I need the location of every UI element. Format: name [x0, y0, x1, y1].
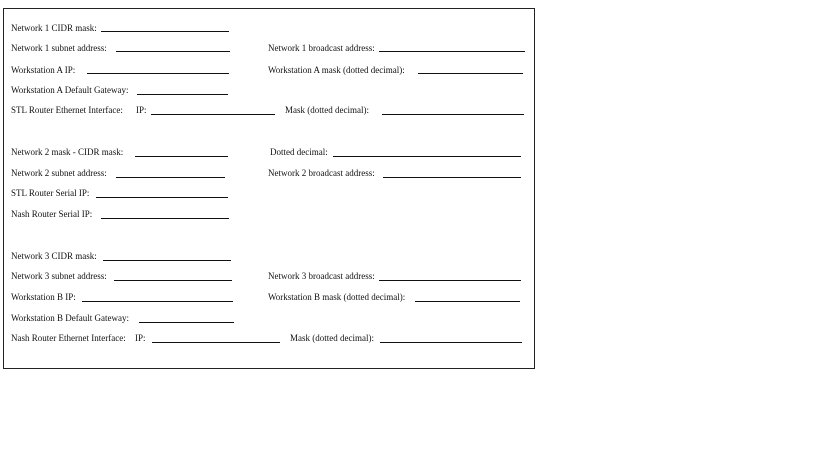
nash-router-ethernet-mask-blank[interactable]	[380, 342, 522, 343]
stl-router-ethernet-mask-label: Mask (dotted decimal):	[285, 105, 369, 115]
stl-router-ethernet-mask-blank[interactable]	[382, 114, 524, 115]
network2-subnet-address-blank[interactable]	[116, 177, 225, 178]
workstation-b-mask-blank[interactable]	[415, 301, 520, 302]
nash-router-ethernet-mask-label: Mask (dotted decimal):	[290, 333, 374, 343]
network3-subnet-address-blank[interactable]	[114, 280, 232, 281]
workstation-a-ip-blank[interactable]	[87, 73, 229, 74]
network2-dotted-decimal-blank[interactable]	[333, 156, 521, 157]
workstation-b-mask-label: Workstation B mask (dotted decimal):	[268, 292, 406, 302]
nash-router-ethernet-label: Nash Router Ethernet Interface:	[11, 333, 126, 343]
workstation-b-gateway-label: Workstation B Default Gateway:	[11, 313, 129, 323]
network2-dotted-decimal-label: Dotted decimal:	[270, 147, 328, 157]
network3-subnet-address-label: Network 3 subnet address:	[11, 271, 107, 281]
workstation-a-ip-label: Workstation A IP:	[11, 65, 76, 75]
network1-cidr-mask-label: Network 1 CIDR mask:	[11, 23, 97, 33]
network3-cidr-mask-label: Network 3 CIDR mask:	[11, 251, 97, 261]
stl-router-ethernet-ip-blank[interactable]	[151, 114, 275, 115]
workstation-b-gateway-blank[interactable]	[139, 322, 234, 323]
nash-router-serial-label: Nash Router Serial IP:	[11, 209, 93, 219]
network2-broadcast-address-blank[interactable]	[383, 177, 521, 178]
network1-broadcast-address-blank[interactable]	[379, 51, 525, 52]
workstation-a-mask-label: Workstation A mask (dotted decimal):	[268, 65, 405, 75]
stl-router-ethernet-label: STL Router Ethernet Interface:	[11, 105, 123, 115]
workstation-b-ip-blank[interactable]	[82, 301, 233, 302]
network2-cidr-mask-label: Network 2 mask - CIDR mask:	[11, 147, 124, 157]
stl-router-serial-blank[interactable]	[96, 197, 228, 198]
nash-router-ethernet-ip-blank[interactable]	[152, 342, 280, 343]
workstation-b-ip-label: Workstation B IP:	[11, 292, 76, 302]
workstation-a-gateway-blank[interactable]	[137, 94, 228, 95]
workstation-a-mask-blank[interactable]	[418, 73, 523, 74]
stl-router-serial-label: STL Router Serial IP:	[11, 188, 90, 198]
nash-router-serial-blank[interactable]	[101, 218, 229, 219]
nash-router-ethernet-ip-label: IP:	[135, 333, 146, 343]
stl-router-ethernet-ip-label: IP:	[136, 105, 147, 115]
network3-cidr-mask-blank[interactable]	[103, 260, 231, 261]
network2-cidr-mask-blank[interactable]	[135, 156, 228, 157]
network3-broadcast-address-blank[interactable]	[379, 280, 521, 281]
workstation-a-gateway-label: Workstation A Default Gateway:	[11, 85, 129, 95]
network1-cidr-mask-blank[interactable]	[101, 31, 229, 32]
network3-broadcast-address-label: Network 3 broadcast address:	[268, 271, 375, 281]
network2-subnet-address-label: Network 2 subnet address:	[11, 168, 107, 178]
network2-broadcast-address-label: Network 2 broadcast address:	[268, 168, 375, 178]
network1-broadcast-address-label: Network 1 broadcast address:	[268, 43, 375, 53]
network1-subnet-address-label: Network 1 subnet address:	[11, 43, 107, 53]
network1-subnet-address-blank[interactable]	[116, 51, 230, 52]
